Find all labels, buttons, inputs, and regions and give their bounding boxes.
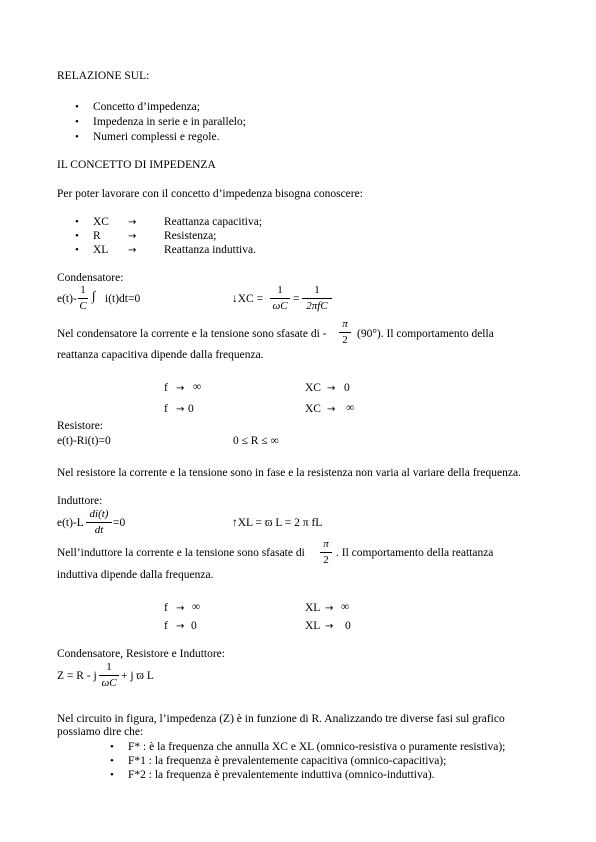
table-cell: f (164, 620, 168, 632)
table-cell: XL (305, 602, 321, 614)
equation-text: Z = R - j (57, 670, 97, 682)
arrow-icon: → (176, 404, 185, 415)
table-cell: 0 (345, 620, 351, 632)
symbol-desc: Reattanza induttiva. (164, 244, 256, 256)
fraction: π 2 (339, 318, 351, 347)
analysis-list-item: • F*1 : la frequenza è prevalentemente capacitiva (omnico-capacitiva); (128, 754, 446, 768)
arrow-icon: → (325, 603, 334, 614)
condensatore-label: Condensatore: (57, 272, 124, 284)
section-lead: Per poter lavorare con il concetto d’impedenza bisogna conoscere: (57, 188, 363, 200)
equation-text: ↑XL = ϖ L = 2 π fL (232, 517, 323, 529)
equation-text: i(t)dt=0 (105, 293, 141, 305)
analysis-list-item: • F*2 : la frequenza è prevalentemente induttiva (omnico-induttiva). (128, 768, 435, 782)
arrow-icon: → (128, 217, 137, 228)
equation-text: =0 (113, 517, 126, 529)
arrow-icon: → (327, 383, 336, 394)
analysis-list-item: • F* : è la frequenza che annulla XC e XL (omnico-resistiva o puramente resistiva); (128, 740, 505, 754)
intro-list-item: • Numeri complessi e regole. (93, 130, 219, 144)
section-heading: IL CONCETTO DI IMPEDENZA (57, 159, 216, 171)
equation-text: = (293, 293, 300, 305)
fraction: di(t) dt (86, 508, 112, 537)
table-cell: ∞ (341, 601, 350, 613)
table-cell: 0 (188, 403, 194, 415)
fraction: 1 C (79, 284, 87, 312)
arrow-icon: → (327, 404, 336, 415)
paragraph: Nell’induttore la corrente e la tensione sono sfasate di (57, 547, 305, 559)
table-cell: 0 (344, 382, 350, 394)
paragraph: Nel condensatore la corrente e la tensione sono sfasate di - (57, 328, 327, 340)
equation-text: + j ϖ L (121, 670, 154, 682)
symbol-desc: Resistenza; (164, 230, 217, 242)
fraction: 1 ωC (99, 661, 119, 690)
fraction: 1 2πfC (302, 284, 332, 313)
table-cell: XL (305, 620, 321, 632)
symbol-item-r: • R (93, 229, 101, 243)
table-cell: ∞ (346, 402, 355, 414)
arrow-icon: → (128, 231, 137, 242)
paragraph: . Il comportamento della reattanza (336, 547, 494, 559)
arrow-icon: → (325, 621, 334, 632)
arrow-icon: → (176, 383, 185, 394)
table-cell: 0 (191, 620, 197, 632)
arrow-icon: → (128, 245, 137, 256)
table-cell: f (164, 382, 168, 394)
equation-text: e(t)-L (57, 517, 84, 529)
paragraph: possiamo dire che: (57, 726, 144, 738)
equation-text: ↓XC = (232, 293, 264, 305)
equation-text: 0 ≤ R ≤ ∞ (233, 435, 279, 447)
arrow-icon: → (176, 621, 185, 632)
table-cell: XC (305, 403, 321, 415)
table-cell: f (164, 602, 168, 614)
table-cell: ∞ (193, 381, 202, 393)
paragraph: Nel circuito in figura, l’impedenza (Z) è in funzione di R. Analizzando tre diverse fasi sul grafico (57, 713, 505, 725)
integral-symbol: ∫ (92, 288, 96, 303)
paragraph: (90°). Il comportamento della (357, 328, 494, 340)
document-title: RELAZIONE SUL: (57, 70, 150, 82)
paragraph: induttiva dipende dalla frequenza. (57, 569, 214, 581)
table-cell: XC (305, 382, 321, 394)
fraction: π 2 (320, 538, 332, 567)
table-cell: ∞ (192, 601, 201, 613)
table-cell: f (164, 403, 168, 415)
equation-text: e(t)- (57, 293, 77, 305)
symbol-item-xl: • XL (93, 243, 108, 257)
induttore-label: Induttore: (57, 495, 103, 507)
intro-list-item: • Impedenza in serie e in parallelo; (93, 115, 246, 129)
symbol-item-xc: • XC (93, 215, 109, 229)
resistore-label: Resistore: (57, 420, 103, 432)
intro-list-item: • Concetto d’impedenza; (93, 100, 200, 114)
fraction: 1 ωC (270, 284, 290, 313)
paragraph: Nel resistore la corrente e la tensione sono in fase e la resistenza non varia al variare della frequenza. (57, 467, 521, 479)
combined-label: Condensatore, Resistore e Induttore: (57, 648, 225, 660)
symbol-desc: Reattanza capacitiva; (164, 216, 263, 228)
arrow-icon: → (176, 603, 185, 614)
equation-text: e(t)-Ri(t)=0 (57, 435, 111, 447)
paragraph: reattanza capacitiva dipende dalla frequenza. (57, 349, 264, 361)
